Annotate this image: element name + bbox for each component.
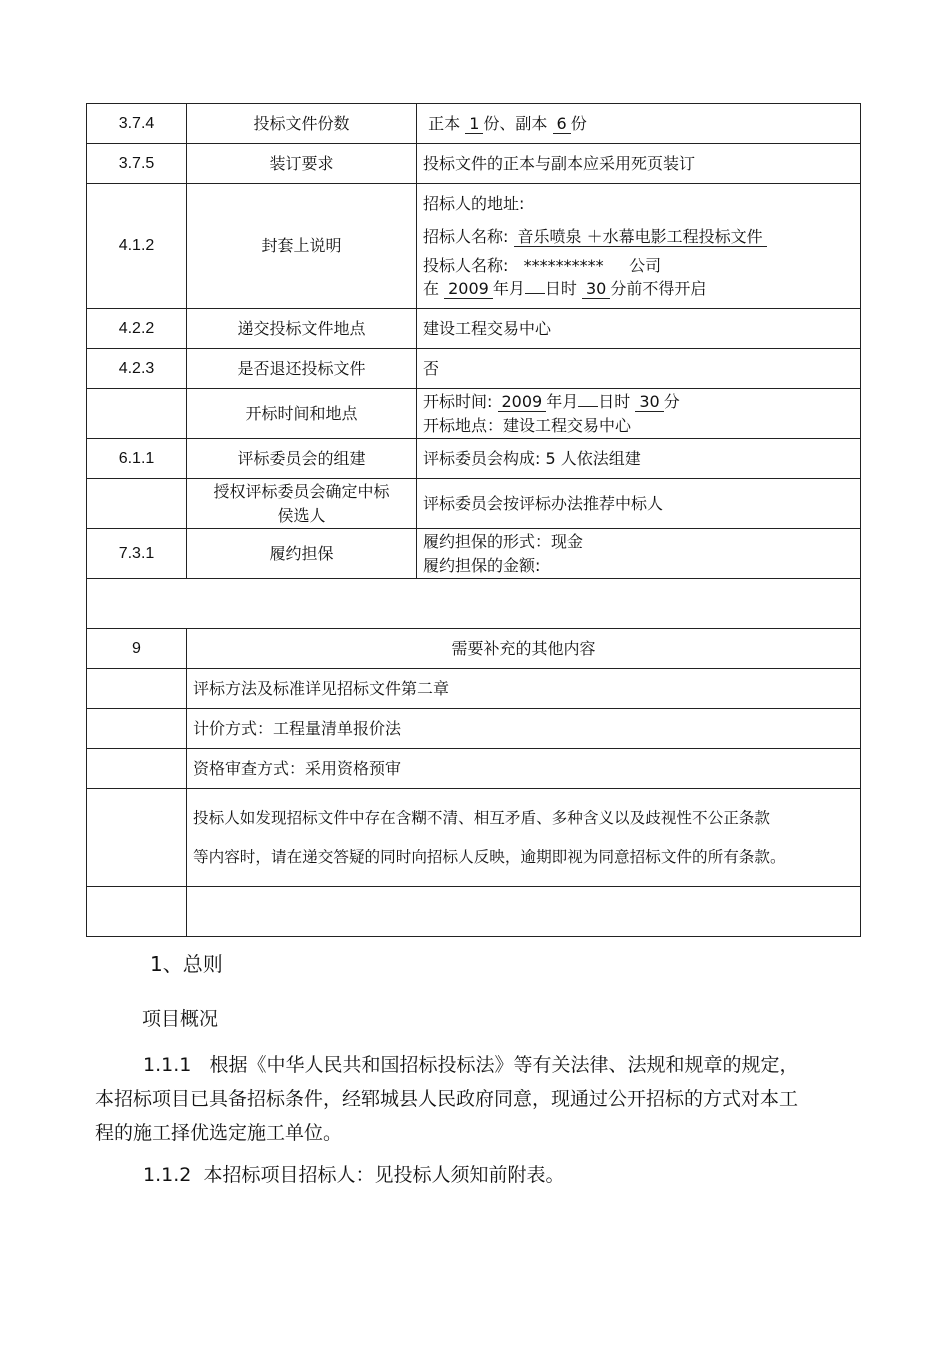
text: 日时: [544, 279, 577, 299]
row-number: 3.7.4: [87, 104, 187, 144]
blank-field: [578, 406, 598, 407]
row-item: 递交投标文件地点: [187, 309, 417, 349]
table-row: [87, 309, 861, 349]
table-row-empty: [87, 579, 861, 629]
row-item: 授权评标委员会确定中标侯选人: [187, 479, 417, 529]
text: 投标人名称:: [423, 256, 509, 275]
empty-cell: [87, 709, 187, 749]
table-row: [87, 709, 861, 749]
text: 等内容时，请在递交答疑的同时向招标人反映，逾期即视为同意招标文件的所有条款。: [193, 847, 786, 866]
text-line: [423, 277, 854, 300]
row-item: 评标委员会的组建: [187, 439, 417, 479]
clause-number: 1.1.1: [143, 1054, 192, 1076]
row-number: 3.7.5: [87, 144, 187, 184]
table-row: [87, 184, 861, 309]
text: 年月: [546, 392, 579, 412]
text: 投标人如发现招标文件中存在含糊不清、相互矛盾、多种含义以及歧视性不公正条款: [193, 808, 770, 827]
row-item: 履约担保: [187, 529, 417, 579]
row-content: 评标方法及标准详见招标文件第二章: [187, 669, 861, 709]
row-number: 4.2.2: [87, 309, 187, 349]
table-row: [87, 479, 861, 529]
row-content: [417, 104, 861, 144]
paragraph: [95, 1158, 815, 1192]
row-content: 资格审查方式：采用资格预审: [187, 749, 861, 789]
text: 分: [663, 392, 680, 412]
table-row-empty: [87, 887, 861, 937]
text: 招标人名称:: [423, 226, 509, 246]
bidder-name: **********: [523, 256, 604, 275]
subsection-title: 项目概况: [142, 1008, 219, 1030]
table-row: [87, 749, 861, 789]
empty-cell: [87, 579, 861, 629]
text: 分前不得开启: [610, 279, 707, 299]
section-heading: 1、总则: [150, 952, 223, 976]
table-row: [87, 104, 861, 144]
clause-number: 1.1.2: [143, 1164, 192, 1186]
row-content: [417, 529, 861, 579]
row-number: 9: [87, 629, 187, 669]
text: 开标地点：建设工程交易中心: [423, 415, 632, 435]
project-name: 音乐喷泉 ＋水幕电影工程投标文件: [514, 227, 767, 247]
row-number: 4.1.2: [87, 184, 187, 309]
row-item: 开标时间和地点: [187, 389, 417, 439]
empty-cell: [187, 887, 861, 937]
empty-cell: [87, 887, 187, 937]
table-row: [87, 789, 861, 887]
text: 履约担保的形式：现金: [423, 532, 584, 552]
paragraph-text: 本招标项目招标人：见投标人须知前附表。: [203, 1164, 565, 1186]
row-content: [417, 184, 861, 309]
empty-cell: [87, 789, 187, 887]
text: 履约担保的金额:: [423, 555, 541, 575]
data-sheet-table: [86, 103, 861, 937]
paragraph-text: 根据《中华人民共和国招标投标法》等有关法律、法规和规章的规定，本招标项目已具备招标条件，经郓城县人民政府同意，现通过公开招标的方式对本工程的施工择优选定施工单位。: [95, 1054, 799, 1144]
blank-field: [525, 293, 545, 294]
table-row: [87, 629, 861, 669]
table-row: [87, 439, 861, 479]
row-item: 投标文件份数: [187, 104, 417, 144]
year: 2009: [498, 392, 547, 412]
row-content: 投标文件的正本与副本应采用死页装订: [417, 144, 861, 184]
row-item: 封套上说明: [187, 184, 417, 309]
text-line: [423, 225, 854, 248]
text-line: [423, 390, 854, 413]
row-content: 否: [417, 349, 861, 389]
text: 份: [570, 113, 587, 133]
row-number: 6.1.1: [87, 439, 187, 479]
text: 正本: [428, 113, 461, 133]
row-number: 4.2.3: [87, 349, 187, 389]
minute: 30: [582, 279, 610, 299]
row-item: 是否退还投标文件: [187, 349, 417, 389]
text: 年月: [492, 279, 525, 299]
row-content: [187, 789, 861, 887]
text: 开标时间:: [423, 392, 493, 412]
row-content: 计价方式：工程量清单报价法: [187, 709, 861, 749]
table-row: [87, 144, 861, 184]
row-number: 7.3.1: [87, 529, 187, 579]
text: 日时: [598, 392, 631, 412]
copy-count: 6: [553, 114, 571, 134]
table-row: [87, 529, 861, 579]
empty-cell: [87, 669, 187, 709]
paragraph: [95, 1048, 815, 1150]
text: 公司: [629, 256, 662, 275]
text-line: [423, 254, 854, 277]
empty-cell: [87, 749, 187, 789]
row-content: 评标委员会按评标办法推荐中标人: [417, 479, 861, 529]
row-content: [417, 389, 861, 439]
minute: 30: [635, 392, 663, 412]
row-item: 需要补充的其他内容: [187, 629, 861, 669]
row-content: 建设工程交易中心: [417, 309, 861, 349]
text: 份、副本: [483, 113, 548, 133]
table-row: [87, 389, 861, 439]
row-number: [87, 389, 187, 439]
row-item: 装订要求: [187, 144, 417, 184]
text: 招标人的地址:: [423, 193, 525, 213]
year: 2009: [444, 279, 493, 299]
table-row: [87, 669, 861, 709]
row-content: 评标委员会构成: 5 人依法组建: [417, 439, 861, 479]
row-number: [87, 479, 187, 529]
table-row: [87, 349, 861, 389]
text: 在: [423, 279, 440, 299]
original-count: 1: [465, 114, 483, 134]
